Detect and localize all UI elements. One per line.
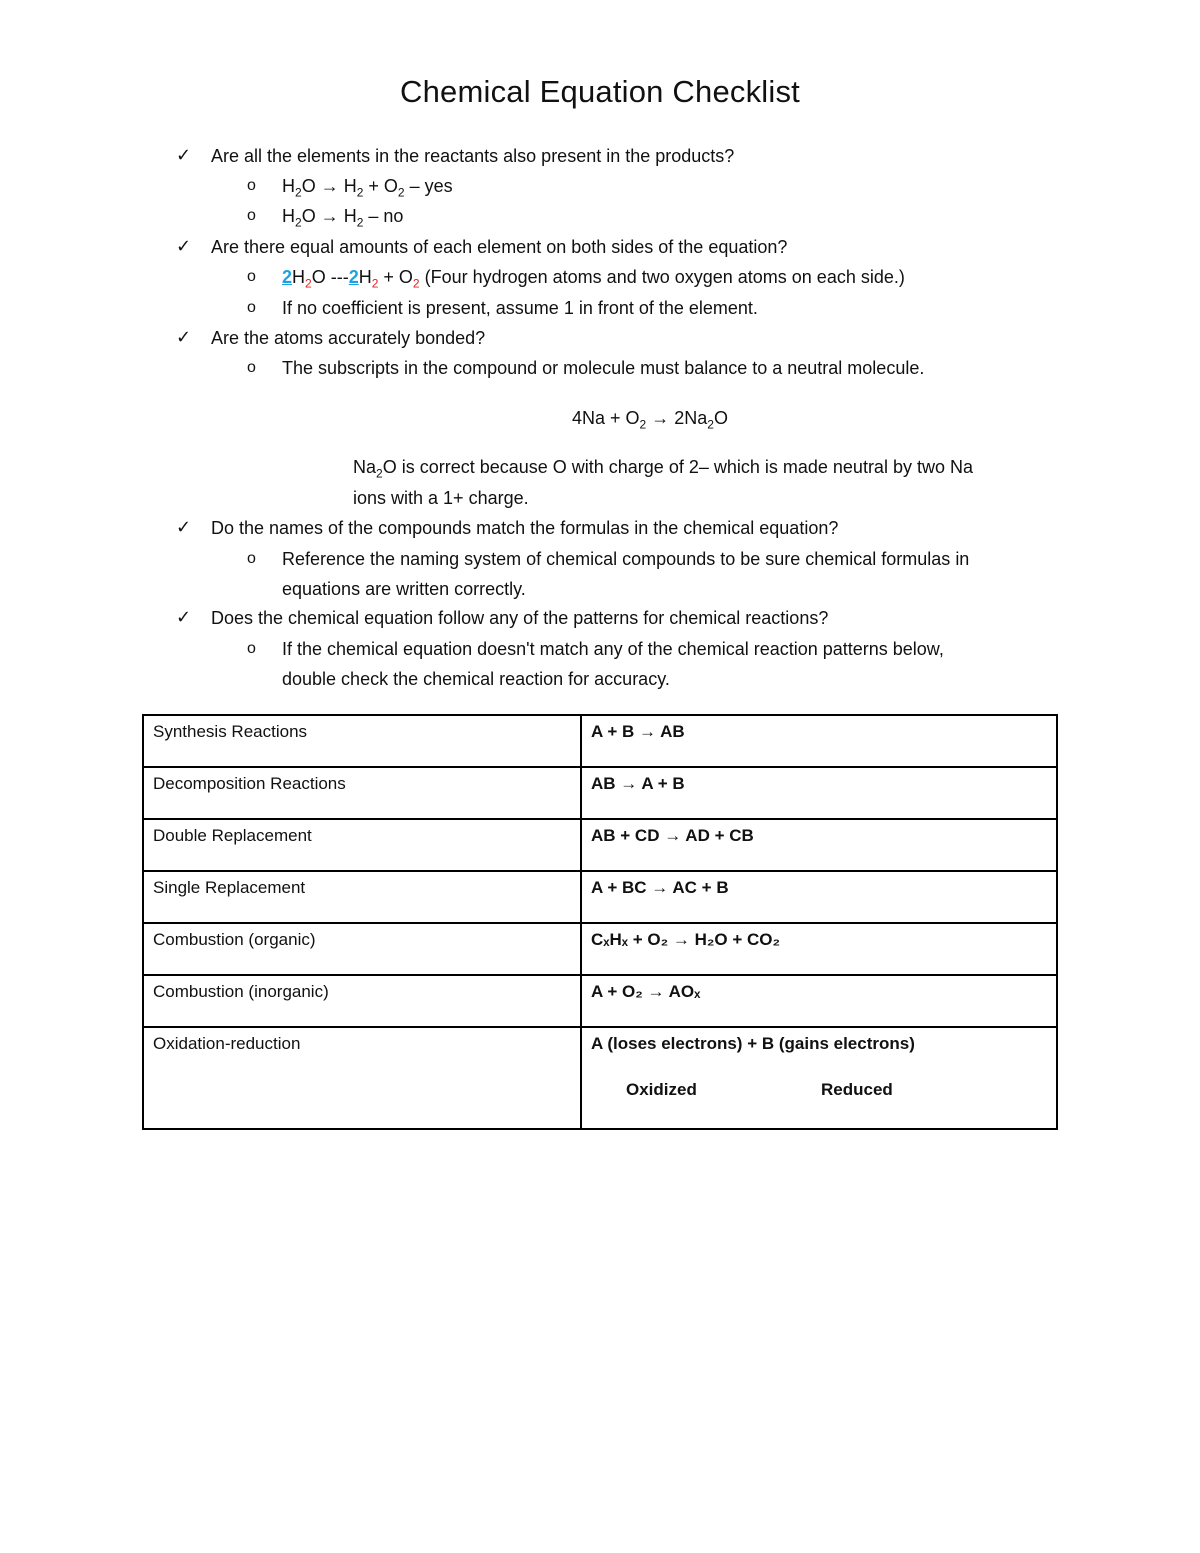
page-title: Chemical Equation Checklist <box>400 74 800 109</box>
sub-bullet-icon: o <box>247 207 256 224</box>
reaction-pattern: A + BC → AC + B <box>581 871 1057 923</box>
table-row <box>143 923 1057 975</box>
checklist-question-4: Do the names of the compounds match the formulas in the chemical equation? <box>211 518 839 538</box>
checkmark-icon: ✓ <box>176 607 192 627</box>
reaction-name: Synthesis Reactions <box>143 715 581 767</box>
explanation-line-2: ions with a 1+ charge. <box>353 488 529 508</box>
table-row <box>143 975 1057 1027</box>
reaction-pattern: A + O₂ → AOₓ <box>581 975 1057 1027</box>
explanation-line-1: $Na_2O$ is correct because O with charge of 2– which is made neutral by two Na <box>353 457 973 481</box>
redox-labels <box>591 1080 1047 1100</box>
table-row <box>143 871 1057 923</box>
naming-note-line-1: Reference the naming system of chemical compounds to be sure chemical formulas in <box>282 549 970 569</box>
naming-note-line-2: equations are written correctly. <box>282 579 526 599</box>
sub-bullet-icon: o <box>247 268 256 285</box>
reaction-pattern-cell <box>581 1027 1057 1129</box>
table-row <box>143 819 1057 871</box>
oxidized-label: Oxidized <box>626 1080 697 1099</box>
sub-bullet-icon: o <box>247 299 256 316</box>
reaction-patterns-table <box>142 714 1058 1130</box>
sub-bullet-icon: o <box>247 177 256 194</box>
pattern-note-line-1: If the chemical equation doesn't match any of the chemical reaction patterns below, <box>282 639 944 659</box>
table-row <box>143 715 1057 767</box>
checkmark-icon: ✓ <box>176 236 192 256</box>
checkmark-icon: ✓ <box>176 145 192 165</box>
reaction-name: Single Replacement <box>143 871 581 923</box>
reaction-name: Oxidation-reduction <box>143 1027 581 1129</box>
balanced-equation-example: $2H_2O$ $---2H_2 + O_2$ (Four hydrogen atoms and two oxygen atoms on each side.) <box>282 267 905 291</box>
reaction-pattern: AB → A + B <box>581 767 1057 819</box>
reaction-pattern: CₓHₓ + O₂ → H₂O + CO₂ <box>581 923 1057 975</box>
table-row <box>143 1027 1057 1129</box>
reduced-label: Reduced <box>821 1080 893 1099</box>
checklist-question-1: Are all the elements in the reactants also present in the products? <box>211 146 735 166</box>
example-equation-no: $H_2O \to H_2$ – no <box>282 206 404 230</box>
reaction-name: Combustion (organic) <box>143 923 581 975</box>
pattern-note-line-2: double check the chemical reaction for accuracy. <box>282 669 670 689</box>
reaction-name: Decomposition Reactions <box>143 767 581 819</box>
checklist-question-5: Does the chemical equation follow any of the patterns for chemical reactions? <box>211 608 829 628</box>
coefficient-note: If no coefficient is present, assume 1 in front of the element. <box>282 298 758 318</box>
reaction-pattern: AB + CD → AD + CB <box>581 819 1057 871</box>
reaction-pattern: A + B → AB <box>581 715 1057 767</box>
sub-bullet-icon: o <box>247 640 256 657</box>
example-equation-yes: $H_2O \to H_2 + O_2$ – yes <box>282 176 453 200</box>
checkmark-icon: ✓ <box>176 327 192 347</box>
checkmark-icon: ✓ <box>176 517 192 537</box>
sodium-oxide-equation: $4Na + O_2 \to 2Na_2O$ <box>572 408 728 432</box>
table-row <box>143 767 1057 819</box>
sub-bullet-icon: o <box>247 359 256 376</box>
sub-bullet-icon: o <box>247 550 256 567</box>
checklist-question-2: Are there equal amounts of each element on both sides of the equation? <box>211 237 788 257</box>
reaction-pattern: A (loses electrons) + B (gains electrons) <box>591 1034 915 1053</box>
checklist-question-3: Are the atoms accurately bonded? <box>211 328 486 348</box>
reaction-name: Double Replacement <box>143 819 581 871</box>
reaction-name: Combustion (inorganic) <box>143 975 581 1027</box>
subscript-note: The subscripts in the compound or molecule must balance to a neutral molecule. <box>282 358 925 378</box>
